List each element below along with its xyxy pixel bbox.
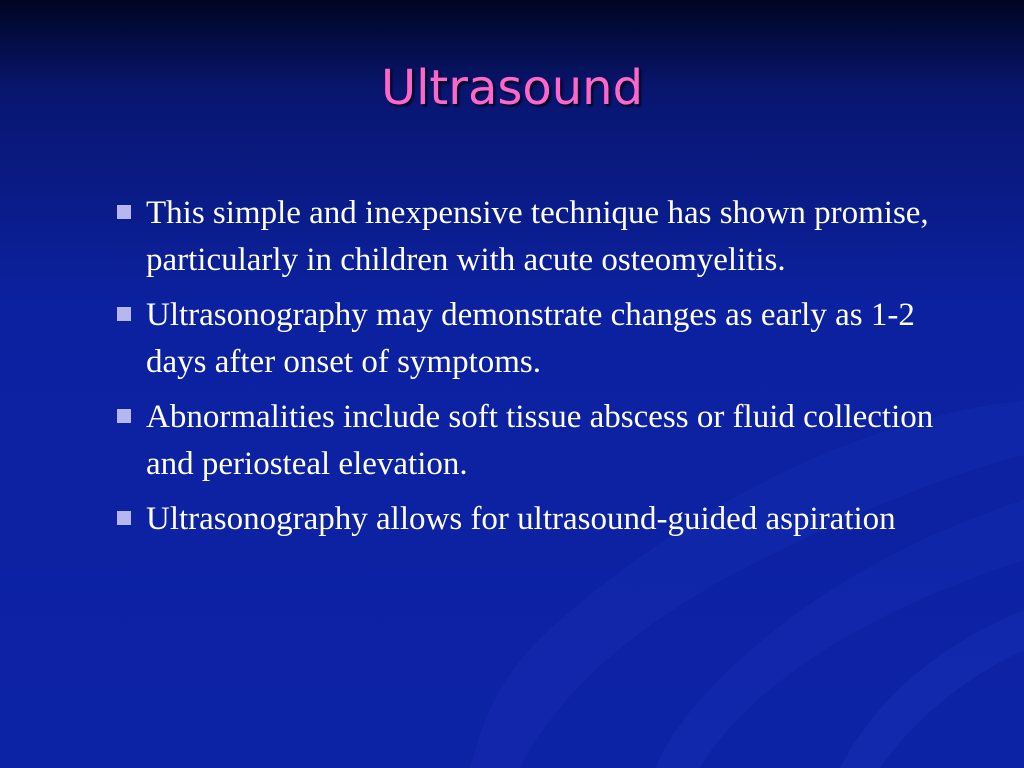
bullet-text: Ultrasonography may demonstrate changes as early as 1-2 days after onset of symptoms. bbox=[146, 297, 915, 380]
square-bullet-icon bbox=[117, 409, 131, 423]
bullet-item bbox=[112, 496, 952, 543]
slide-title: Ultrasound bbox=[380, 60, 644, 116]
square-bullet-icon bbox=[117, 205, 131, 219]
square-bullet-icon bbox=[117, 511, 131, 525]
bullet-text: Abnormalities include soft tissue abscess or fluid collection and periosteal elevation. bbox=[146, 399, 934, 482]
bullet-text: This simple and inexpensive technique has shown promise, particularly in children with acute osteomyelitis. bbox=[146, 195, 929, 278]
bullet-item bbox=[112, 394, 952, 488]
square-bullet-icon bbox=[117, 307, 131, 321]
bullet-item bbox=[112, 190, 952, 284]
bullet-item bbox=[112, 292, 952, 386]
bullet-list bbox=[112, 190, 952, 551]
bullet-text: Ultrasonography allows for ultrasound-guided aspiration bbox=[146, 501, 896, 537]
